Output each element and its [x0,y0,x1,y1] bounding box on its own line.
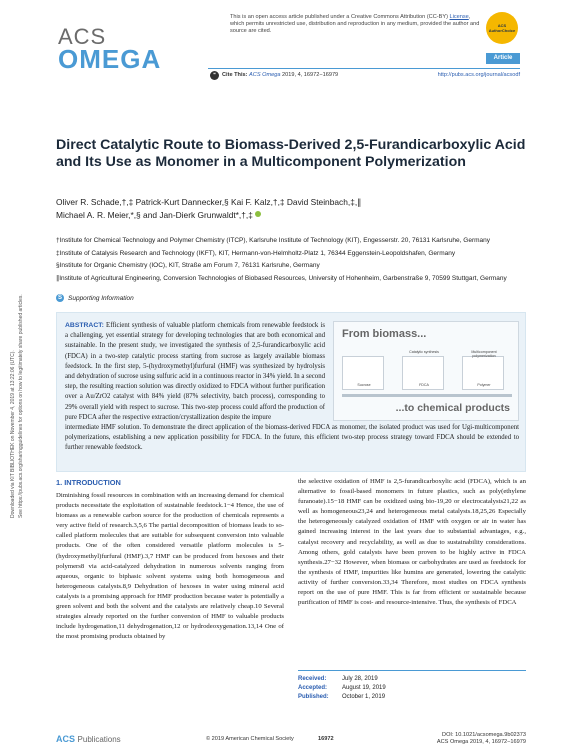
date-row: Accepted: August 19, 2019 [298,685,386,691]
toc-graphic [333,321,519,421]
open-access-notice: This is an open access article published under a Creative Commons Attribution (CC-BY) License, which permits unrestricted use, distribution and reproduction in any medium, provided the author and source are cited. [230,14,480,34]
date-row: Published: October 1, 2019 [298,694,386,700]
download-notice-line1: Downloaded via KIT BIBLIOTHEK on November 4, 2019 at 13:22:06 (UTC). [10,350,16,518]
article-dates [298,670,526,702]
abstract-box [56,312,526,472]
download-notice [4,250,28,520]
citation-bar [208,68,520,80]
download-notice-line2: See https://pubs.acs.org/sharingguidelines for options on how to legitimately share published articles. [18,294,24,518]
logo-omega: OMEGA [58,44,162,74]
footer-citation: ACS Omega 2019, 4, 16972−16979 [436,739,526,745]
date-row: Received: July 28, 2019 [298,676,378,682]
intro-column-left: Diminishing fossil resources in combination with an increasing demand for chemical products necessitate the exploitation of sustainable feedstock.1−4 Hence, the use of biomass as a renewable carbon source for the production of chemicals represents a very active field of research.3,5,6 The partial decomposition of biomass leads to so-called platform molecules that are suitable for subsequent conversion into valuable products. One of the often considered versatile platform molecules is 5-(hydroxymethyl)furfural (HMF).3,7 HMF can be produced from hexoses and their polymers8 via acid-catalyzed dehydration in numerous solvents ranging from aqueous, organic to biphasic solvent systems using both homogeneous and heterogeneous catalysts.8,9 Dehydration of hexoses in water using mineral acid catalysts is a promising approach for HMF production because water is potentially a green solvent and both the solvent and the catalysts are relatively cheap.10 Several strategies already reported on the further conversion of HMF to valuable products include hydrogenation,11 dehydrogenation,12 or hydrodeoxygenation.13,14 One of the most promising products obtained by [56,492,284,641]
affiliation: §Institute for Organic Chemistry (IOC), KIT, Straße am Forum 7, 76131 Karlsruhe, Germany [56,262,320,269]
abstract-label: ABSTRACT: [65,322,104,329]
affiliation: ‡Institute of Catalysis Research and Technology (IKFT), KIT, Hermann-von-Helmholtz-Platz 1, 76344 Eggenstein-Leopoldshafen, Germany [56,249,456,257]
page-number: 16972 [318,736,334,742]
section-heading-introduction: 1. INTRODUCTION [56,478,121,487]
article-title: Direct Catalytic Route to Biomass-Derived 2,5-Furandicarboxylic Acid and Its Use as Monomer in a Multicomponent Polymerization [56,137,526,170]
intro-column-right: the selective oxidation of HMF is 2,5-furandicarboxylic acid (FDCA), which is an alternative to fossil-based monomers in future plastics, such as poly(ethylene furanoate).15−18 HMF can be oxidized using bio-19,20 or electrocatalysts21,22 as well as homogeneous23,24 and heterogeneous metal catalysts.18,25,26 Especially the heterogeneously catalyzed oxidation of HMF with oxygen or air in water has gained increasing interest in the last years due to substantial advantages, e.g., catalyst recovery and recyclability, as well as due to sustainability considerations. Among others, gold catalysts have been proven to be highly active in FDCA synthesis.27−32 However, when biomass or carbohydrates are used as feedstock for the synthesis of HMF, impurities like humins are generated, lowering the catalytic activity of further conversion.33,34 Therefore, most studies on FDCA synthesis report on the use of pure HMF. This is far from efficient or sustainable because purification of HMF is cost- and resource-intensive. Thus, the synthesis of FDCA [298,478,526,607]
author-list [56,196,526,222]
affiliations [56,236,526,286]
journal-url[interactable]: http://pubs.acs.org/journal/acsodf [437,72,520,78]
doi-link[interactable]: DOI: 10.1021/acsomega.9b02373 [442,732,526,738]
toc-to-text: ...to chemical products [395,402,510,414]
article-type-tag: Article [486,53,520,64]
copyright: © 2019 American Chemical Society [206,736,294,742]
authors-line-2: Michael A. R. Meier,*,§ and Jan-Dierk Grunwaldt*,†,‡ [56,209,526,222]
journal-logo [58,26,208,86]
supporting-info-icon: S [57,295,62,301]
author-choice-badge: ACS AuthorChoice [486,12,518,44]
toc-panel-catalysis: Catalytic synthesis FDCA [402,356,444,390]
page-footer [56,732,526,748]
orcid-icon[interactable] [255,211,261,217]
supporting-info-link[interactable]: S Supporting Information [57,294,134,302]
license-link[interactable]: License [449,14,469,20]
abstract-text: ABSTRACT: Efficient synthesis of valuable platform chemicals from renewable feedstock is a challenging, yet essential strategy for developing technologies that are both economical and sustainable. In the present study, we investigated the synthesis of 2,5-furandicarboxylic acid (FDCA) in a two-step catalytic process starting from sucrose as largely available biomass feedstock. In the first step, 5-(hydroxymethyl)furfural (HMF) was synthesized by hydrolysis and dehydration of sucrose using sulfuric acid in a continuous reactor in 34% yield. In a second step, the resulting reaction solution was directly oxidized to FDCA without further purification over a Au/ZrO2 catalyst with 84% yield (87% selectivity, batch process), corresponding to 29% overall yield with respect to sucrose. This two-step process could afford the production of pure FDCA after the respective extraction/crystallization despite the impure [65,322,325,421]
toc-panel-polymer: Multicomponent polymerization Polymer [462,356,504,390]
toc-from-text: From biomass... [342,328,427,340]
doi-block [437,732,526,746]
affiliation: ∥Institute of Agricultural Engineering, Conversion Technologies of Biobased Resources, University of Hohenheim, Garbenstraße 9, 70599 Stuttgart, Germany [56,274,507,282]
toc-arrow [342,394,512,397]
authors-line-1: Oliver R. Schade,†,‡ Patrick-Kurt Dannecker,§ Kai F. Kalz,†,‡ David Steinbach,‡,∥ [56,197,362,207]
logo-acs: ACS [58,24,107,49]
affiliation: †Institute for Chemical Technology and Polymer Chemistry (ITCP), Karlsruhe Institute of Technology (KIT), Engesserstr. 20, 76131 Karlsruhe, Germany [56,237,491,244]
publisher-logo: ACS Publications [56,734,121,744]
citation[interactable]: Cite This: ACS Omega 2019, 4, 16972−16979 [222,72,339,78]
abstract-continuation: intermediate HMF solution. To demonstrate the direct application of the biomass-derived FDCA as monomer, the isolated product was used for Ugi-multicomponent polymerizations, establishing a new application possibility for FDCA. In the future, this efficient two-step process strategy toward FDCA should be extended to further renewable feedstock. [65,424,519,452]
cite-icon: ❝ [210,71,219,80]
toc-panel-sucrose: Sucrose [342,356,384,390]
